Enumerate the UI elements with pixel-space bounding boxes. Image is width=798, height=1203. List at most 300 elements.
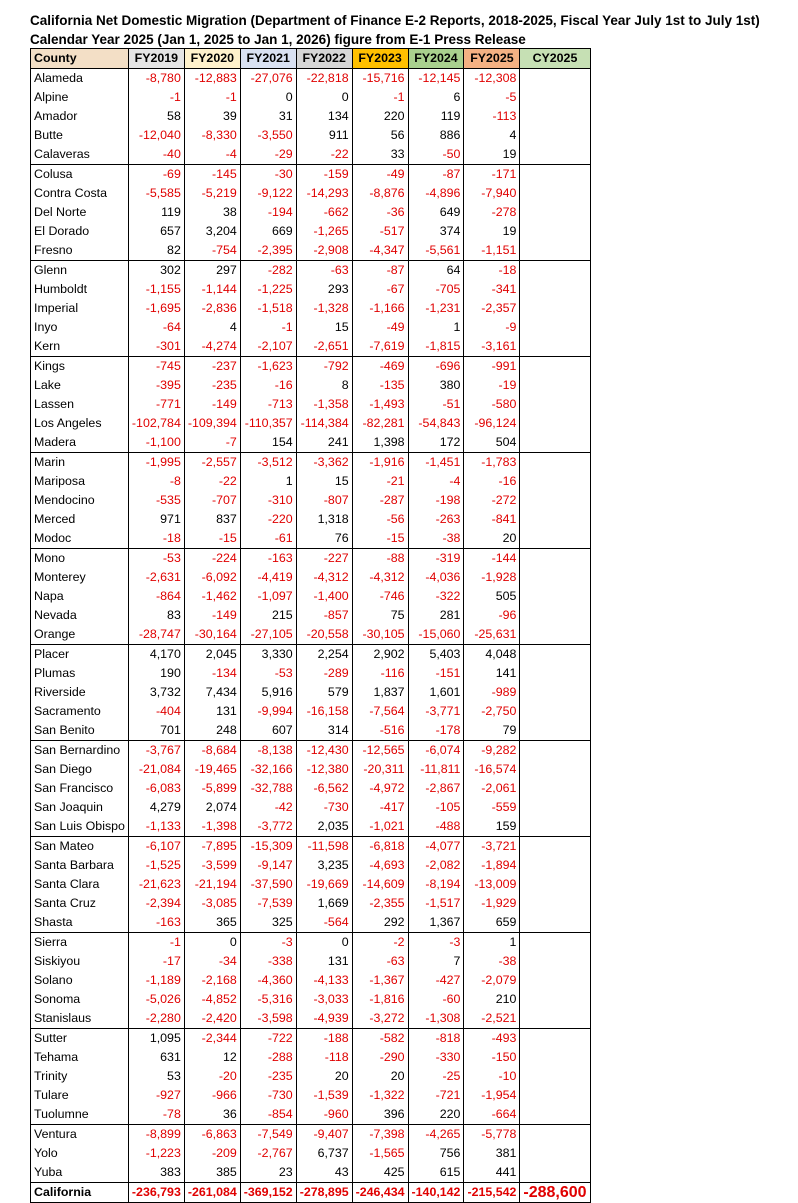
value-cell[interactable]: 83 [128,606,184,625]
cy2025-cell[interactable] [520,971,590,990]
value-cell[interactable]: -2,867 [408,779,464,798]
value-cell[interactable]: -301 [128,337,184,357]
county-name-cell[interactable]: San Bernardino [31,741,129,761]
value-cell[interactable]: -2,767 [240,1144,296,1163]
value-cell[interactable]: -864 [128,587,184,606]
cy2025-cell[interactable] [520,529,590,549]
value-cell[interactable]: 56 [352,126,408,145]
value-cell[interactable]: -1,954 [464,1086,520,1105]
value-cell[interactable]: 20 [352,1067,408,1086]
value-cell[interactable]: -18 [464,261,520,281]
value-cell[interactable]: -19,465 [184,760,240,779]
value-cell[interactable]: -1,358 [296,395,352,414]
value-cell[interactable]: -163 [128,913,184,933]
value-cell[interactable]: -113 [464,107,520,126]
value-cell[interactable]: -15,060 [408,625,464,645]
value-cell[interactable]: 3,330 [240,645,296,665]
value-cell[interactable]: 1,318 [296,510,352,529]
cy2025-cell[interactable] [520,299,590,318]
value-cell[interactable]: -7,539 [240,894,296,913]
value-cell[interactable]: -1,151 [464,241,520,261]
value-cell[interactable]: -3 [408,933,464,953]
value-cell[interactable]: -960 [296,1105,352,1125]
value-cell[interactable]: -1,367 [352,971,408,990]
value-cell[interactable]: -705 [408,280,464,299]
value-cell[interactable]: -1,816 [352,990,408,1009]
value-cell[interactable]: -1,995 [128,453,184,473]
value-cell[interactable]: -1,539 [296,1086,352,1105]
value-cell[interactable]: -49 [352,165,408,185]
county-name-cell[interactable]: San Benito [31,721,129,741]
value-cell[interactable]: -13,009 [464,875,520,894]
value-cell[interactable]: -1,451 [408,453,464,473]
value-cell[interactable]: 837 [184,510,240,529]
value-cell[interactable]: 215 [240,606,296,625]
value-cell[interactable]: -96,124 [464,414,520,433]
value-cell[interactable]: -2,394 [128,894,184,913]
value-cell[interactable]: -53 [240,664,296,683]
cy2025-cell[interactable] [520,798,590,817]
value-cell[interactable]: -771 [128,395,184,414]
value-cell[interactable]: -2,107 [240,337,296,357]
cy2025-cell[interactable] [520,395,590,414]
value-cell[interactable]: -27,105 [240,625,296,645]
value-cell[interactable]: -7,549 [240,1125,296,1145]
value-cell[interactable]: -3,550 [240,126,296,145]
value-cell[interactable]: -488 [408,817,464,837]
value-cell[interactable]: -1 [184,88,240,107]
cy2025-cell[interactable] [520,1086,590,1105]
county-name-cell[interactable]: Amador [31,107,129,126]
value-cell[interactable]: -991 [464,357,520,377]
value-cell[interactable]: 314 [296,721,352,741]
cy2025-cell[interactable] [520,952,590,971]
value-cell[interactable]: 657 [128,222,184,241]
value-cell[interactable]: -1,517 [408,894,464,913]
county-name-cell[interactable]: Contra Costa [31,184,129,203]
value-cell[interactable]: 119 [128,203,184,222]
county-name-cell[interactable]: Stanislaus [31,1009,129,1029]
cy2025-cell[interactable] [520,1105,590,1125]
county-name-cell[interactable]: San Francisco [31,779,129,798]
value-cell[interactable]: 1 [240,472,296,491]
county-name-cell[interactable]: Madera [31,433,129,453]
value-cell[interactable]: 220 [352,107,408,126]
value-cell[interactable]: 12 [184,1048,240,1067]
county-name-cell[interactable]: Yuba [31,1163,129,1183]
value-cell[interactable]: -745 [128,357,184,377]
county-name-cell[interactable]: Sierra [31,933,129,953]
value-cell[interactable]: -272 [464,491,520,510]
cy2025-cell[interactable] [520,510,590,529]
county-name-cell[interactable]: Riverside [31,683,129,702]
column-header-fy2020[interactable]: FY2020 [184,49,240,69]
cy2025-cell[interactable] [520,1029,590,1049]
value-cell[interactable]: -1,695 [128,299,184,318]
value-cell[interactable]: -237 [184,357,240,377]
value-cell[interactable]: 425 [352,1163,408,1183]
cy2025-cell[interactable] [520,645,590,665]
value-cell[interactable]: -4,077 [408,837,464,857]
value-cell[interactable]: 1,601 [408,683,464,702]
county-name-cell[interactable]: Santa Clara [31,875,129,894]
value-cell[interactable]: 33 [352,145,408,165]
value-cell[interactable]: 19 [464,222,520,241]
value-cell[interactable]: 154 [240,433,296,453]
value-cell[interactable]: -15,716 [352,69,408,89]
value-cell[interactable]: -22 [184,472,240,491]
value-cell[interactable]: -2,651 [296,337,352,357]
value-cell[interactable]: -4,419 [240,568,296,587]
value-cell[interactable]: -1,322 [352,1086,408,1105]
cy2025-cell[interactable] [520,318,590,337]
value-cell[interactable]: -3,085 [184,894,240,913]
value-cell[interactable]: -25 [408,1067,464,1086]
value-cell[interactable]: -287 [352,491,408,510]
value-cell[interactable]: -105 [408,798,464,817]
county-name-cell[interactable]: San Joaquin [31,798,129,817]
value-cell[interactable]: -322 [408,587,464,606]
value-cell[interactable]: -2,908 [296,241,352,261]
value-cell[interactable]: -1,231 [408,299,464,318]
value-cell[interactable]: -713 [240,395,296,414]
value-cell[interactable]: -1,894 [464,856,520,875]
county-name-cell[interactable]: Mono [31,549,129,569]
value-cell[interactable]: 1 [464,933,520,953]
cy2025-cell[interactable] [520,1067,590,1086]
cy2025-cell[interactable] [520,683,590,702]
value-cell[interactable]: -721 [408,1086,464,1105]
cy2025-cell[interactable] [520,587,590,606]
value-cell[interactable]: 3,235 [296,856,352,875]
cy2025-cell[interactable] [520,875,590,894]
value-cell[interactable]: 2,254 [296,645,352,665]
cy2025-cell[interactable] [520,107,590,126]
value-cell[interactable]: -69 [128,165,184,185]
value-cell[interactable]: 159 [464,817,520,837]
value-cell[interactable]: 19 [464,145,520,165]
value-cell[interactable]: -319 [408,549,464,569]
value-cell[interactable]: -209 [184,1144,240,1163]
value-cell[interactable]: -4,036 [408,568,464,587]
value-cell[interactable]: -16 [464,472,520,491]
value-cell[interactable]: 119 [408,107,464,126]
value-cell[interactable]: 293 [296,280,352,299]
county-name-cell[interactable]: Kings [31,357,129,377]
value-cell[interactable]: -3,161 [464,337,520,357]
column-header-fy2023[interactable]: FY2023 [352,49,408,69]
county-name-cell[interactable]: Alameda [31,69,129,89]
county-name-cell[interactable]: Sacramento [31,702,129,721]
value-cell[interactable]: -25,631 [464,625,520,645]
value-cell[interactable]: 210 [464,990,520,1009]
value-cell[interactable]: -12,308 [464,69,520,89]
county-name-cell[interactable]: Nevada [31,606,129,625]
value-cell[interactable]: 248 [184,721,240,741]
value-cell[interactable]: -5 [464,88,520,107]
value-cell[interactable]: -16 [240,376,296,395]
value-cell[interactable]: -427 [408,971,464,990]
value-cell[interactable]: 1,367 [408,913,464,933]
value-cell[interactable]: 4,279 [128,798,184,817]
value-cell[interactable]: 297 [184,261,240,281]
value-cell[interactable]: -807 [296,491,352,510]
value-cell[interactable]: -9,994 [240,702,296,721]
value-cell[interactable]: 7,434 [184,683,240,702]
value-cell[interactable]: -1,144 [184,280,240,299]
value-cell[interactable]: -1,623 [240,357,296,377]
value-cell[interactable]: -989 [464,683,520,702]
value-cell[interactable]: -30 [240,165,296,185]
value-cell[interactable]: -38 [408,529,464,549]
cy2025-cell[interactable] [520,894,590,913]
value-cell[interactable]: -3,599 [184,856,240,875]
value-cell[interactable]: -1,133 [128,817,184,837]
value-cell[interactable]: -5,316 [240,990,296,1009]
value-cell[interactable]: -3,512 [240,453,296,473]
value-cell[interactable]: 4,048 [464,645,520,665]
county-name-cell[interactable]: Calaveras [31,145,129,165]
value-cell[interactable]: -34 [184,952,240,971]
value-cell[interactable]: -730 [296,798,352,817]
value-cell[interactable]: -51 [408,395,464,414]
value-cell[interactable]: -417 [352,798,408,817]
value-cell[interactable]: 504 [464,433,520,453]
value-cell[interactable]: -7,619 [352,337,408,357]
value-cell[interactable]: -12,145 [408,69,464,89]
cy2025-cell[interactable] [520,760,590,779]
value-cell[interactable]: -198 [408,491,464,510]
value-cell[interactable]: -8,899 [128,1125,184,1145]
cy2025-cell[interactable] [520,817,590,837]
value-cell[interactable]: -15 [352,529,408,549]
cy2025-cell[interactable] [520,779,590,798]
value-cell[interactable]: -2,631 [128,568,184,587]
value-cell[interactable]: -114,384 [296,414,352,433]
value-cell[interactable]: -50 [408,145,464,165]
value-cell[interactable]: -2,521 [464,1009,520,1029]
value-cell[interactable]: -1,398 [184,817,240,837]
value-cell[interactable]: -3,362 [296,453,352,473]
value-cell[interactable]: 76 [296,529,352,549]
cy2025-cell[interactable] [520,203,590,222]
value-cell[interactable]: -20 [184,1067,240,1086]
value-cell[interactable]: -2,836 [184,299,240,318]
value-cell[interactable]: -966 [184,1086,240,1105]
value-cell[interactable]: -11,811 [408,760,464,779]
value-cell[interactable]: -8,330 [184,126,240,145]
value-cell[interactable]: 0 [184,933,240,953]
value-cell[interactable]: -15,309 [240,837,296,857]
value-cell[interactable]: -235 [240,1067,296,1086]
value-cell[interactable]: -8,876 [352,184,408,203]
value-cell[interactable]: -21,084 [128,760,184,779]
value-cell[interactable]: -1,021 [352,817,408,837]
cy2025-cell[interactable] [520,913,590,933]
cy2025-cell[interactable] [520,433,590,453]
value-cell[interactable]: 325 [240,913,296,933]
value-cell[interactable]: -5,561 [408,241,464,261]
value-cell[interactable]: -227 [296,549,352,569]
value-cell[interactable]: -3,033 [296,990,352,1009]
value-cell[interactable]: -4,274 [184,337,240,357]
cy2025-cell[interactable] [520,357,590,377]
cy2025-cell[interactable] [520,933,590,953]
value-cell[interactable]: -1,189 [128,971,184,990]
value-cell[interactable]: -1 [352,88,408,107]
value-cell[interactable]: -1,328 [296,299,352,318]
value-cell[interactable]: -696 [408,357,464,377]
value-cell[interactable]: -21,194 [184,875,240,894]
value-cell[interactable]: 141 [464,664,520,683]
cy2025-cell[interactable] [520,453,590,473]
cy2025-cell[interactable] [520,222,590,241]
value-cell[interactable]: -1 [128,88,184,107]
value-cell[interactable]: -1,100 [128,433,184,453]
value-cell[interactable]: -1,225 [240,280,296,299]
county-name-cell[interactable]: Fresno [31,241,129,261]
value-cell[interactable]: -4,852 [184,990,240,1009]
value-cell[interactable]: -746 [352,587,408,606]
county-name-cell[interactable]: San Diego [31,760,129,779]
value-cell[interactable]: -64 [128,318,184,337]
cy2025-cell[interactable] [520,549,590,569]
value-cell[interactable]: -290 [352,1048,408,1067]
value-cell[interactable]: -1,223 [128,1144,184,1163]
value-cell[interactable]: -63 [352,952,408,971]
value-cell[interactable]: -664 [464,1105,520,1125]
value-cell[interactable]: -1,929 [464,894,520,913]
value-cell[interactable]: -341 [464,280,520,299]
value-cell[interactable]: -159 [296,165,352,185]
value-cell[interactable]: 131 [296,952,352,971]
cy2025-cell[interactable] [520,241,590,261]
value-cell[interactable]: -754 [184,241,240,261]
cy2025-cell[interactable] [520,414,590,433]
value-cell[interactable]: -87 [408,165,464,185]
value-cell[interactable]: -194 [240,203,296,222]
value-cell[interactable]: -16,158 [296,702,352,721]
value-cell[interactable]: -3,772 [240,817,296,837]
county-name-cell[interactable]: Solano [31,971,129,990]
value-cell[interactable]: 380 [408,376,464,395]
value-cell[interactable]: -3,767 [128,741,184,761]
cy2025-total-cell[interactable]: -288,600 [520,1183,590,1203]
value-cell[interactable]: 131 [184,702,240,721]
value-cell[interactable]: -88 [352,549,408,569]
county-name-cell[interactable]: Siskiyou [31,952,129,971]
value-cell[interactable]: -5,585 [128,184,184,203]
value-cell[interactable]: 241 [296,433,352,453]
value-cell[interactable]: -310 [240,491,296,510]
value-cell[interactable]: -535 [128,491,184,510]
county-name-cell[interactable]: Alpine [31,88,129,107]
value-cell[interactable]: -1,308 [408,1009,464,1029]
cy2025-cell[interactable] [520,1163,590,1183]
total-value-cell[interactable]: -261,084 [184,1183,240,1203]
value-cell[interactable]: -2,395 [240,241,296,261]
value-cell[interactable]: 20 [464,529,520,549]
value-cell[interactable]: -5,899 [184,779,240,798]
value-cell[interactable]: -7,940 [464,184,520,203]
value-cell[interactable]: -2,557 [184,453,240,473]
cy2025-cell[interactable] [520,88,590,107]
value-cell[interactable]: 381 [464,1144,520,1163]
value-cell[interactable]: -1,525 [128,856,184,875]
value-cell[interactable]: -1 [240,318,296,337]
value-cell[interactable]: 64 [408,261,464,281]
value-cell[interactable]: -9 [464,318,520,337]
value-cell[interactable]: -30,105 [352,625,408,645]
value-cell[interactable]: -288 [240,1048,296,1067]
cy2025-cell[interactable] [520,741,590,761]
value-cell[interactable]: -116 [352,664,408,683]
value-cell[interactable]: -4,972 [352,779,408,798]
value-cell[interactable]: -580 [464,395,520,414]
county-name-cell[interactable]: Tulare [31,1086,129,1105]
value-cell[interactable]: -171 [464,165,520,185]
total-value-cell[interactable]: -246,434 [352,1183,408,1203]
county-name-cell[interactable]: Imperial [31,299,129,318]
value-cell[interactable]: 3,732 [128,683,184,702]
value-cell[interactable]: -722 [240,1029,296,1049]
value-cell[interactable]: -19,669 [296,875,352,894]
column-header-fy2024[interactable]: FY2024 [408,49,464,69]
value-cell[interactable]: -110,357 [240,414,296,433]
value-cell[interactable]: -40 [128,145,184,165]
cy2025-cell[interactable] [520,990,590,1009]
value-cell[interactable]: 1 [408,318,464,337]
value-cell[interactable]: -12,380 [296,760,352,779]
value-cell[interactable]: -178 [408,721,464,741]
column-header-fy2025[interactable]: FY2025 [464,49,520,69]
value-cell[interactable]: -841 [464,510,520,529]
value-cell[interactable]: -6,562 [296,779,352,798]
county-name-cell[interactable]: Humboldt [31,280,129,299]
value-cell[interactable]: -78 [128,1105,184,1125]
cy2025-cell[interactable] [520,606,590,625]
cy2025-cell[interactable] [520,280,590,299]
value-cell[interactable]: -20,311 [352,760,408,779]
county-name-cell[interactable]: Mendocino [31,491,129,510]
total-value-cell[interactable]: -369,152 [240,1183,296,1203]
county-name-cell[interactable]: Napa [31,587,129,606]
cy2025-cell[interactable] [520,1009,590,1029]
value-cell[interactable]: -1,565 [352,1144,408,1163]
cy2025-cell[interactable] [520,1144,590,1163]
county-name-cell[interactable]: El Dorado [31,222,129,241]
value-cell[interactable]: 669 [240,222,296,241]
value-cell[interactable]: -4,347 [352,241,408,261]
value-cell[interactable]: -4 [408,472,464,491]
value-cell[interactable]: -21,623 [128,875,184,894]
value-cell[interactable]: -4,896 [408,184,464,203]
value-cell[interactable]: -20,558 [296,625,352,645]
value-cell[interactable]: -11,598 [296,837,352,857]
value-cell[interactable]: -21 [352,472,408,491]
value-cell[interactable]: -1,493 [352,395,408,414]
value-cell[interactable]: -37,590 [240,875,296,894]
value-cell[interactable]: 659 [464,913,520,933]
value-cell[interactable]: -12,040 [128,126,184,145]
county-name-cell[interactable]: Kern [31,337,129,357]
value-cell[interactable]: 365 [184,913,240,933]
value-cell[interactable]: -6,074 [408,741,464,761]
value-cell[interactable]: -5,778 [464,1125,520,1145]
county-name-cell[interactable]: Los Angeles [31,414,129,433]
value-cell[interactable]: -2,280 [128,1009,184,1029]
value-cell[interactable]: 1,669 [296,894,352,913]
